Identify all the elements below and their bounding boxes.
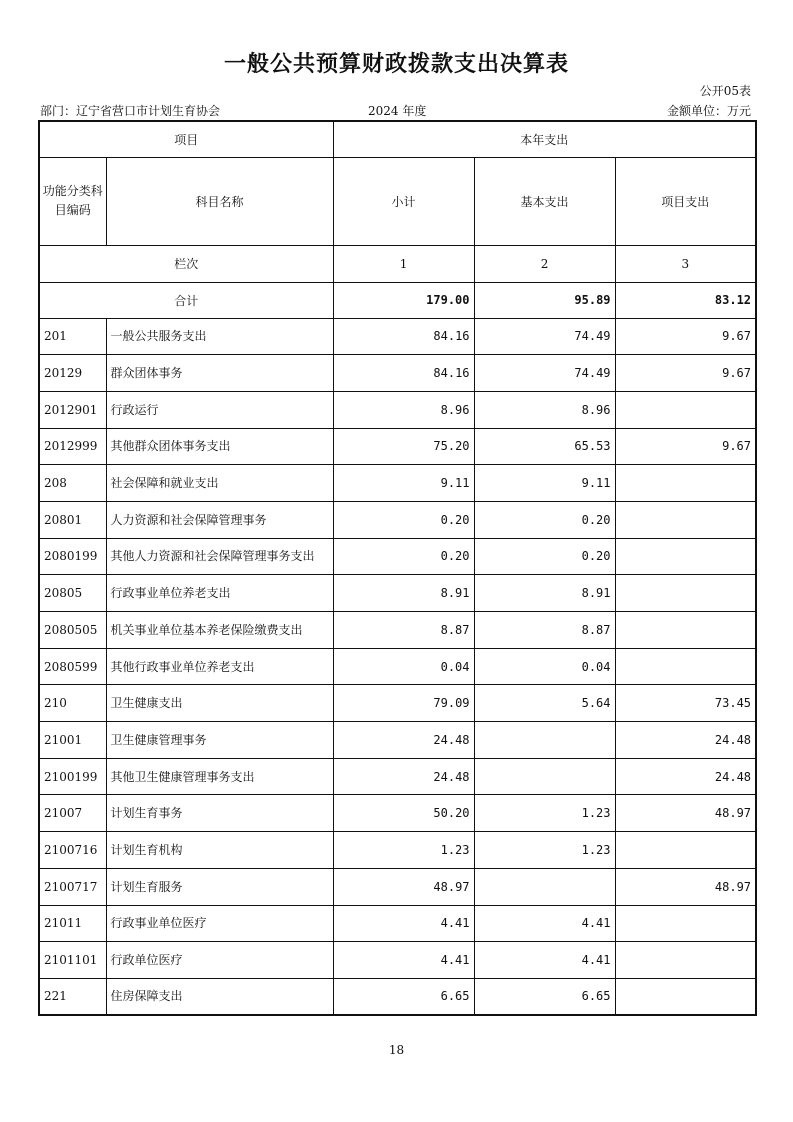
row-project: 9.67 (615, 355, 756, 392)
row-subtotal: 79.09 (333, 685, 474, 722)
table-row (39, 978, 756, 1015)
row-name: 行政事业单位养老支出 (106, 575, 333, 612)
row-basic (474, 722, 615, 759)
row-subtotal: 84.16 (333, 355, 474, 392)
total-subtotal: 179.00 (333, 282, 474, 318)
header-name: 科目名称 (106, 157, 333, 245)
row-subtotal: 4.41 (333, 942, 474, 979)
table-row (39, 355, 756, 392)
row-subtotal: 24.48 (333, 758, 474, 795)
row-code: 21007 (39, 795, 106, 832)
row-code: 2100199 (39, 758, 106, 795)
table-row (39, 648, 756, 685)
row-project: 9.67 (615, 428, 756, 465)
row-project: 9.67 (615, 318, 756, 355)
row-code: 210 (39, 685, 106, 722)
total-basic: 95.89 (474, 282, 615, 318)
row-subtotal: 0.04 (333, 648, 474, 685)
header-row-3 (39, 245, 756, 282)
row-code: 20801 (39, 501, 106, 538)
row-project (615, 612, 756, 649)
table-row (39, 428, 756, 465)
row-project: 48.97 (615, 868, 756, 905)
page-number: 18 (388, 1043, 405, 1057)
header-row-2 (39, 157, 756, 245)
header-current-expense: 本年支出 (333, 121, 756, 157)
row-name: 一般公共服务支出 (106, 318, 333, 355)
row-code: 2012999 (39, 428, 106, 465)
row-name: 计划生育服务 (106, 868, 333, 905)
row-name: 行政运行 (106, 391, 333, 428)
row-basic: 0.20 (474, 501, 615, 538)
row-name: 其他卫生健康管理事务支出 (106, 758, 333, 795)
row-subtotal: 0.20 (333, 501, 474, 538)
row-basic: 74.49 (474, 318, 615, 355)
table-row (39, 685, 756, 722)
row-code: 21001 (39, 722, 106, 759)
row-basic (474, 758, 615, 795)
row-subtotal: 9.11 (333, 465, 474, 502)
row-basic: 65.53 (474, 428, 615, 465)
row-basic: 5.64 (474, 685, 615, 722)
header-code: 功能分类科目编码 (39, 157, 106, 245)
amount-unit: 金额单位：万元 (666, 104, 751, 118)
row-name: 人力资源和社会保障管理事务 (106, 501, 333, 538)
row-basic: 8.87 (474, 612, 615, 649)
row-subtotal: 8.96 (333, 391, 474, 428)
row-subtotal: 84.16 (333, 318, 474, 355)
department-label: 部门：辽宁省营口市计划生育协会 (40, 104, 221, 118)
row-name: 卫生健康管理事务 (106, 722, 333, 759)
row-code: 2012901 (39, 391, 106, 428)
table-row (39, 612, 756, 649)
row-basic: 0.04 (474, 648, 615, 685)
row-project (615, 942, 756, 979)
row-subtotal: 8.87 (333, 612, 474, 649)
total-project: 83.12 (615, 282, 756, 318)
row-project (615, 905, 756, 942)
row-subtotal: 0.20 (333, 538, 474, 575)
row-basic: 6.65 (474, 978, 615, 1015)
table-row (39, 501, 756, 538)
expense-table (38, 120, 757, 1016)
form-number: 公开05表 (699, 84, 751, 98)
row-name: 其他人力资源和社会保障管理事务支出 (106, 538, 333, 575)
row-name: 住房保障支出 (106, 978, 333, 1015)
row-project: 24.48 (615, 722, 756, 759)
table-row (39, 538, 756, 575)
table-row (39, 758, 756, 795)
row-name: 机关事业单位基本养老保险缴费支出 (106, 612, 333, 649)
row-code: 2080199 (39, 538, 106, 575)
row-code: 2080599 (39, 648, 106, 685)
row-project (615, 978, 756, 1015)
row-basic: 0.20 (474, 538, 615, 575)
row-name: 计划生育机构 (106, 832, 333, 869)
row-name: 其他群众团体事务支出 (106, 428, 333, 465)
table-row (39, 942, 756, 979)
row-subtotal: 75.20 (333, 428, 474, 465)
row-basic: 4.41 (474, 942, 615, 979)
row-subtotal: 50.20 (333, 795, 474, 832)
row-basic: 9.11 (474, 465, 615, 502)
table-row (39, 832, 756, 869)
row-code: 221 (39, 978, 106, 1015)
row-code: 2100717 (39, 868, 106, 905)
row-basic: 4.41 (474, 905, 615, 942)
row-project (615, 538, 756, 575)
header-row-1 (39, 121, 756, 157)
row-subtotal: 48.97 (333, 868, 474, 905)
header-project: 项目支出 (615, 157, 756, 245)
row-project (615, 648, 756, 685)
table-row (39, 868, 756, 905)
row-code: 201 (39, 318, 106, 355)
row-name: 群众团体事务 (106, 355, 333, 392)
row-name: 社会保障和就业支出 (106, 465, 333, 502)
row-basic (474, 868, 615, 905)
row-name: 卫生健康支出 (106, 685, 333, 722)
page-title: 一般公共预算财政拨款支出决算表 (223, 52, 569, 77)
row-subtotal: 4.41 (333, 905, 474, 942)
row-code: 2080505 (39, 612, 106, 649)
row-basic: 1.23 (474, 832, 615, 869)
column-number-1: 1 (333, 245, 474, 282)
row-subtotal: 6.65 (333, 978, 474, 1015)
total-row (39, 282, 756, 318)
row-project (615, 832, 756, 869)
row-name: 行政单位医疗 (106, 942, 333, 979)
row-code: 20129 (39, 355, 106, 392)
row-basic: 8.91 (474, 575, 615, 612)
header-basic: 基本支出 (474, 157, 615, 245)
row-code: 20805 (39, 575, 106, 612)
row-project: 24.48 (615, 758, 756, 795)
row-basic: 8.96 (474, 391, 615, 428)
table-row (39, 465, 756, 502)
row-code: 2101101 (39, 942, 106, 979)
row-name: 计划生育事务 (106, 795, 333, 832)
table-row (39, 391, 756, 428)
row-subtotal: 1.23 (333, 832, 474, 869)
total-label: 合计 (39, 282, 333, 318)
table-row (39, 722, 756, 759)
row-basic: 1.23 (474, 795, 615, 832)
column-label: 栏次 (39, 245, 333, 282)
row-subtotal: 8.91 (333, 575, 474, 612)
row-project: 73.45 (615, 685, 756, 722)
table-row (39, 575, 756, 612)
table-row (39, 318, 756, 355)
table-row (39, 795, 756, 832)
row-project (615, 575, 756, 612)
row-code: 21011 (39, 905, 106, 942)
table-row (39, 905, 756, 942)
row-project (615, 465, 756, 502)
header-subtotal: 小计 (333, 157, 474, 245)
row-subtotal: 24.48 (333, 722, 474, 759)
row-code: 208 (39, 465, 106, 502)
row-project: 48.97 (615, 795, 756, 832)
fiscal-year: 2024 年度 (368, 104, 427, 118)
row-name: 行政事业单位医疗 (106, 905, 333, 942)
row-code: 2100716 (39, 832, 106, 869)
header-item: 项目 (39, 121, 333, 157)
column-number-3: 3 (615, 245, 756, 282)
column-number-2: 2 (474, 245, 615, 282)
row-name: 其他行政事业单位养老支出 (106, 648, 333, 685)
row-project (615, 501, 756, 538)
row-basic: 74.49 (474, 355, 615, 392)
row-project (615, 391, 756, 428)
